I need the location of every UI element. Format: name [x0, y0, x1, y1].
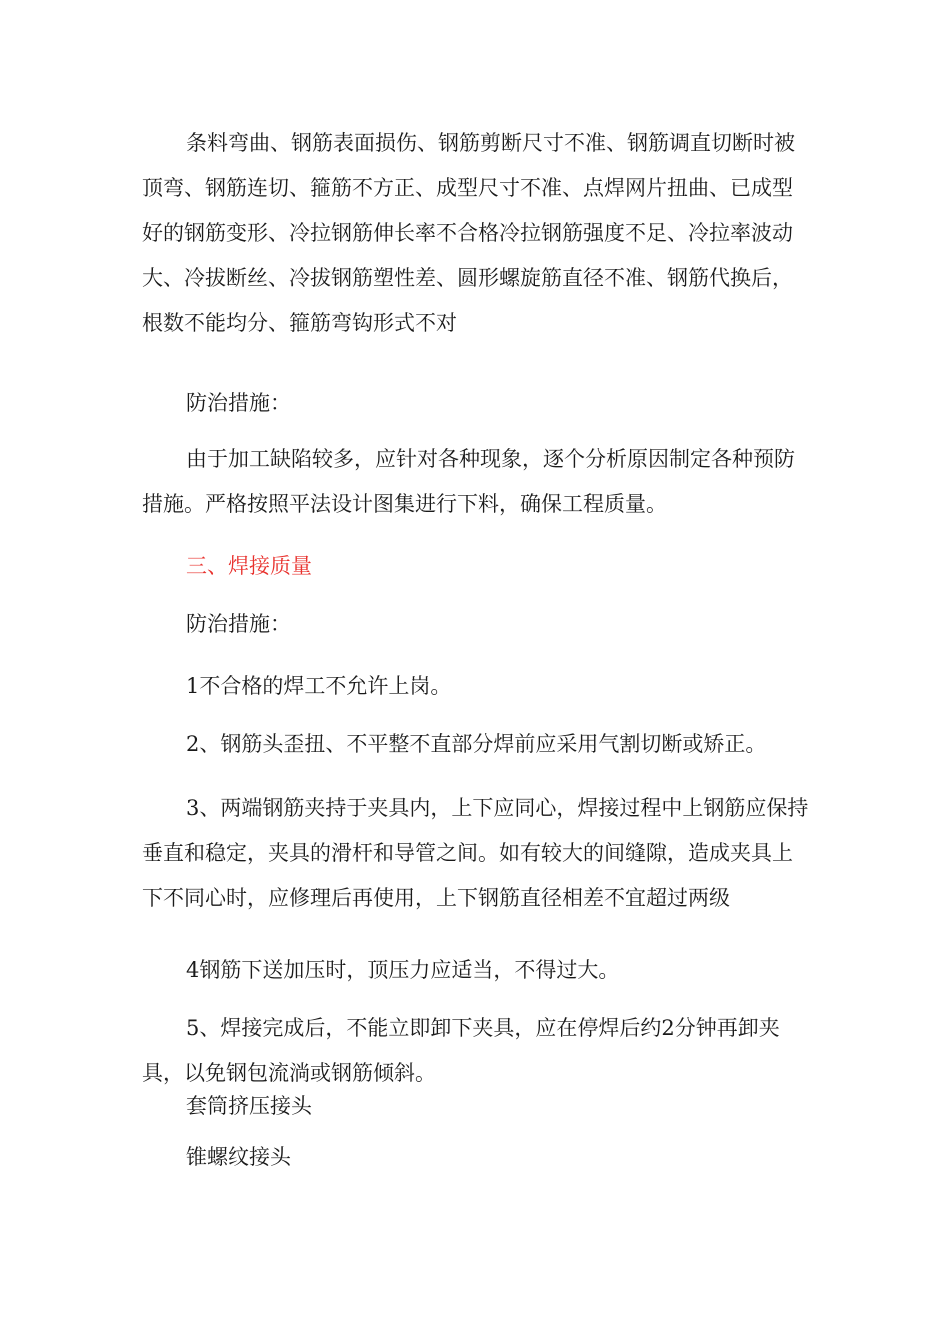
- subheading-sleeve-extrusion-joint: 套筒挤压接头: [186, 1094, 312, 1118]
- subheading-taper-thread-joint: 锥螺纹接头: [186, 1145, 291, 1169]
- section-heading-welding-quality: 三、焊接质量: [186, 554, 312, 578]
- list-item: 5、焊接完成后，不能立即卸下夹具，应在停焊后约2分钟再卸夹具，以免钢包流淌或钢筋倾斜。: [142, 1016, 780, 1085]
- processing-measures-paragraph: 由于加工缺陷较多，应针对各种现象，逐个分析原因制定各种预防措施。严格按照平法设计图集进行下料，确保工程质量。: [142, 447, 795, 516]
- list-item: 4钢筋下送加压时，顶压力应适当，不得过大。: [186, 958, 620, 982]
- list-item: 2、钢筋头歪扭、不平整不直部分焊前应采用气割切断或矫正。: [186, 732, 767, 756]
- list-item: 3、两端钢筋夹持于夹具内，上下应同心，焊接过程中上钢筋应保持垂直和稳定，夹具的滑杆和导管之间。如有较大的间缝隙，造成夹具上下不同心时，应修理后再使用，上下钢筋直径相差不宜超过两级: [142, 796, 809, 910]
- list-item: 1不合格的焊工不允许上岗。: [186, 674, 452, 698]
- measures-label: 防治措施：: [186, 391, 291, 415]
- defects-paragraph: 条料弯曲、钢筋表面损伤、钢筋剪断尺寸不准、钢筋调直切断时被顶弯、钢筋连切、箍筋不方正、成型尺寸不准、点焊网片扭曲、已成型好的钢筋变形、冷拉钢筋伸长率不合格冷拉钢筋强度不足、冷拉率波动大、冷拔断丝、冷拔钢筋塑性差、圆形螺旋筋直径不准、钢筋代换后，根数不能均分、箍筋弯钩形式不对: [142, 131, 795, 335]
- measures-label: 防治措施：: [186, 612, 291, 636]
